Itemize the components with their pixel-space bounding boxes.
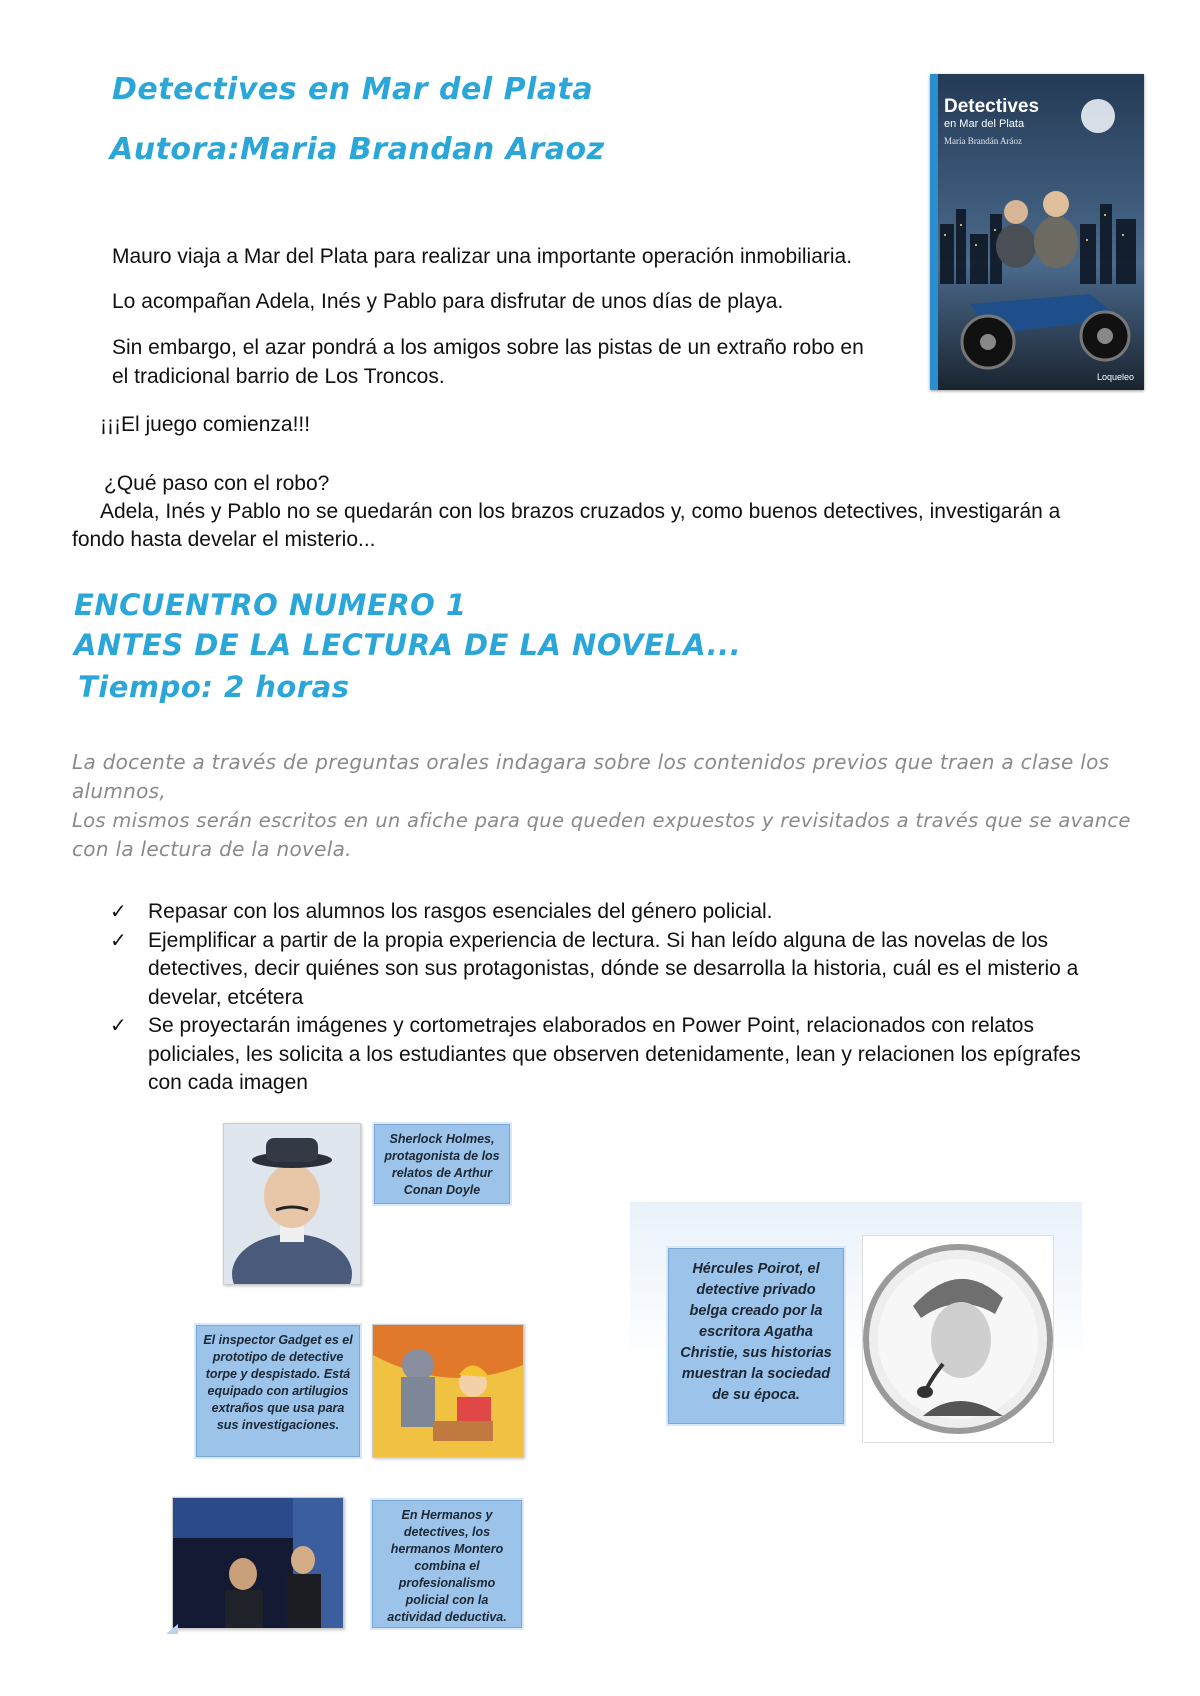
photo-poirot-actor — [223, 1123, 361, 1285]
cover-publisher-logo: Loqueleo — [1096, 372, 1134, 382]
checkmark-icon: ✓ — [110, 929, 127, 952]
activity-checklist — [110, 898, 1170, 1098]
intro-paragraph-3a: Sin embargo, el azar pondrá a los amigos sobre las pistas de un extraño robo en — [112, 336, 864, 359]
intro-paragraph-3b: el tradicional barrio de Los Troncos. — [112, 365, 445, 388]
photo-hermanos-detectives — [172, 1497, 344, 1629]
moon-shape — [1081, 99, 1115, 133]
checklist-item-line: policiales, les solicita a los estudiantes que observen detenidamente, lean y relacionen los epígrafes — [148, 1042, 1081, 1066]
checklist-item — [110, 1012, 1170, 1098]
intro-paragraph-6b: fondo hasta develar el misterio... — [72, 528, 376, 551]
section-title-2: ANTES DE LA LECTURA DE LA NOVELA... — [74, 628, 742, 662]
photo-inspector-gadget — [372, 1324, 524, 1458]
checklist-item-line: Ejemplificar a partir de la propia experiencia de lectura. Si han leído alguna de las novelas de los — [148, 928, 1049, 952]
book-author: Autora:Maria Brandan Araoz — [110, 132, 605, 167]
checklist-item-line: develar, etcétera — [148, 985, 304, 1009]
intro-paragraph-1: Mauro viaja a Mar del Plata para realizar una importante operación inmobiliaria. — [112, 245, 853, 268]
checkmark-icon: ✓ — [110, 1015, 127, 1037]
checkmark-icon: ✓ — [110, 901, 127, 923]
section-title-1: ENCUENTRO NUMERO 1 — [74, 588, 467, 622]
book-title: Detectives en Mar del Plata — [112, 72, 594, 107]
intro-exclamation: ¡¡¡El juego comienza!!! — [100, 413, 311, 436]
book-cover — [930, 74, 1144, 390]
checklist-item-line: Se proyectarán imágenes y cortometrajes elaborados en Power Point, relacionados con relatos — [148, 1014, 1034, 1037]
checklist-item-line: Repasar con los alumnos los rasgos esenciales del género policial. — [148, 900, 773, 923]
cover-subtitle: en Mar del Plata — [944, 118, 1025, 130]
caption-poirot: Hércules Poirot, el detective privado belga creado por la escritora Agatha Christie, sus historias muestran la sociedad de su época. — [668, 1248, 844, 1424]
caption-hermanos: En Hermanos y detectives, los hermanos Montero combina el profesionalismo policial con la actividad deductiva. — [372, 1500, 522, 1628]
intro-paragraph-2: Lo acompañan Adela, Inés y Pablo para disfrutar de unos días de playa. — [112, 290, 784, 313]
teacher-note-line-3: Los mismos serán escritos en un afiche para que queden expuestos y revisitados a través que se avance — [72, 809, 1131, 832]
photo-sherlock-sketch — [862, 1235, 1054, 1443]
section-time: Tiempo: 2 horas — [78, 670, 350, 704]
intro-question: ¿Qué paso con el robo? — [104, 472, 330, 495]
checklist-item — [110, 927, 1170, 1013]
cover-author: María Brandán Aráoz — [944, 136, 1022, 146]
caption-sherlock: Sherlock Holmes, protagonista de los relatos de Arthur Conan Doyle — [374, 1124, 510, 1204]
teacher-note-line-2: alumnos, — [72, 779, 167, 803]
cover-title: Detectives — [944, 96, 1040, 117]
corner-decoration — [166, 1624, 178, 1634]
teacher-note-line-4: con la lectura de la novela. — [72, 837, 352, 861]
intro-paragraph-6a: Adela, Inés y Pablo no se quedarán con los brazos cruzados y, como buenos detectives, investigarán a — [100, 500, 1061, 523]
checklist-item-line: con cada imagen — [148, 1071, 308, 1094]
teacher-note-line-1: La docente a través de preguntas orales indagara sobre los contenidos previos que traen a clase los — [72, 750, 1110, 774]
checklist-item — [110, 898, 1170, 927]
checklist-item-line: detectives, decir quiénes son sus protagonistas, dónde se desarrolla la historia, cuál es el misterio a — [148, 957, 1079, 980]
caption-gadget: El inspector Gadget es el prototipo de detective torpe y despistado. Está equipado con artilugios extraños que usa para sus investigaciones. — [196, 1325, 360, 1457]
